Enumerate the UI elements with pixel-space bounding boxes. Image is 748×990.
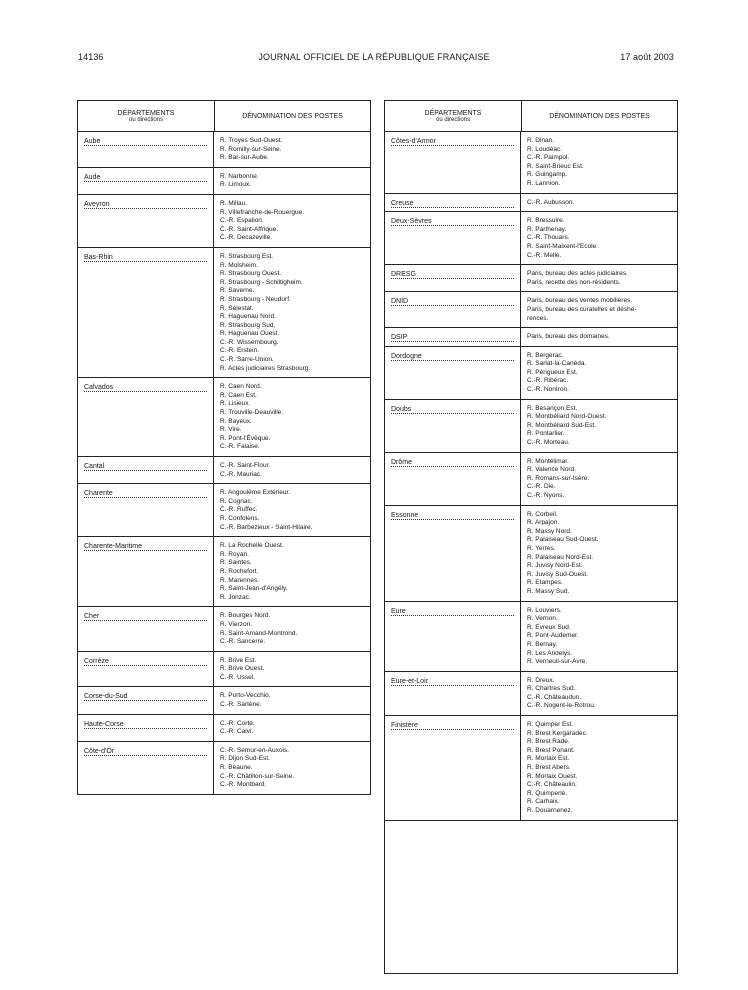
post-item: C.-R. Nyons. [527, 492, 565, 499]
post-item: R. Pont-Audemer. [527, 632, 579, 640]
department-cell [385, 292, 521, 327]
post-item: R. Saint-Maixent-l'Ecole. [527, 242, 598, 250]
department-name: Charente-Maritime [84, 543, 142, 551]
posts-cell [521, 194, 677, 212]
post-item: R. Bayeux. [220, 417, 252, 425]
table-row [385, 132, 677, 194]
post-item: C.-R. Ruffec. [220, 506, 258, 514]
post-item: R. Actes judiciaires Strasbourg. [220, 364, 311, 372]
post-item: R. Limoux. [220, 181, 252, 189]
post-item: Paris, bureau des actes judiciaires. [527, 270, 628, 278]
leader-dots [84, 261, 207, 262]
department-cell [78, 742, 214, 794]
post-item: R. Parthenay. [527, 225, 567, 233]
table-row [385, 194, 677, 213]
table-row [385, 716, 677, 821]
department-name: Deux-Sèvres [391, 218, 432, 226]
post-item: R. Yerres. [527, 544, 556, 552]
post-item: C.-R. Erstein. [220, 347, 260, 355]
leader-dots [391, 341, 514, 342]
posts-cell [521, 292, 677, 327]
post-item: R. Massy Nord. [527, 527, 572, 535]
left-table [77, 100, 371, 795]
table-row [78, 537, 370, 607]
post-item: R. Strasbourg - Schiltigheim. [220, 278, 303, 286]
posts-cell [521, 328, 677, 346]
department-cell [78, 715, 214, 741]
post-item: R. Quimper Est. [527, 721, 574, 729]
leader-dots [84, 145, 207, 146]
post-item: R. Troyes Sud-Ouest. [220, 137, 283, 144]
department-cell [78, 484, 214, 536]
post-item: R. Villefranche-de-Rouergue. [220, 208, 305, 216]
table-row [385, 672, 677, 716]
post-item: C.-R. Paimpol. [527, 154, 570, 162]
post-item: R. Confolens. [220, 514, 260, 522]
table-row [385, 292, 677, 328]
posts-cell [521, 132, 677, 193]
post-item: C.-R. Semur-en-Auxois. [220, 746, 289, 754]
post-item: C.-R. Aubusson. [527, 198, 575, 206]
post-item: R. Brest Abers. [527, 764, 571, 772]
department-name: DRESG [391, 271, 416, 279]
leader-dots [84, 700, 207, 701]
table-row [385, 506, 677, 602]
publication-date: 17 août 2003 [620, 52, 674, 62]
post-item: R. Caen Est. [220, 391, 257, 399]
post-item: R. Strasbourg Sud. [220, 321, 276, 329]
post-item: R. Angoulême Extérieur. [220, 489, 291, 497]
post-item: R. Cognac. [220, 497, 253, 505]
departments-header: DÉPARTEMENTS ou directions [78, 101, 215, 131]
department-name: Drôme [391, 458, 413, 466]
right-table-body [385, 132, 677, 821]
department-name: Bas-Rhin [84, 253, 113, 261]
post-item: R. Morlaix Est. [527, 755, 570, 763]
department-name: DNID [391, 298, 409, 306]
department-name: Aube [84, 138, 101, 145]
table-row [78, 248, 370, 378]
post-item: C.-R. Thouars. [527, 234, 570, 242]
leader-dots [84, 391, 207, 392]
post-item: R. Brive Est. [220, 656, 257, 664]
department-name: Corse-du-Sud [84, 693, 128, 701]
post-item: R. Romilly-sur-Seine. [220, 145, 282, 153]
department-cell [385, 132, 521, 193]
table-row [78, 132, 370, 168]
department-name: Doubs [391, 405, 412, 413]
post-item: R. Sélestat. [220, 304, 254, 312]
table-row [385, 602, 677, 672]
post-item: R. Brest Kergaradec. [527, 729, 588, 737]
post-item: R. Bergerac. [527, 351, 564, 359]
post-item: R. Strasbourg Ouest. [220, 270, 282, 278]
posts-cell [521, 400, 677, 452]
posts-cell [214, 742, 370, 794]
post-item: R. Louviers. [527, 606, 562, 614]
leader-dots [391, 729, 514, 730]
posts-cell [214, 484, 370, 536]
post-item: C.-R. Châteaulin. [527, 781, 577, 789]
post-item: R. Beaune. [220, 764, 253, 772]
post-item: R. Chartres Sud. [527, 685, 576, 693]
post-item: R. Saint-Amand-Montrond. [220, 629, 298, 637]
post-item: C.-R. Calvi. [220, 728, 254, 736]
post-item: C.-R. Die. [527, 483, 556, 491]
post-item: C.-R. Wissembourg. [220, 338, 279, 346]
table-row [78, 457, 370, 484]
post-item: rences. [527, 314, 549, 322]
post-item: R. Guingamp. [527, 171, 568, 179]
post-item: R. Dinan. [527, 137, 555, 144]
post-item: R. Strasbourg - Neudorf. [220, 295, 291, 303]
posts-cell [214, 537, 370, 606]
post-item: R. Vierzon. [220, 620, 253, 628]
post-item: R. Arpajon. [527, 519, 560, 527]
post-item: R. Palaiseau Sud-Ouest. [527, 536, 599, 544]
department-cell [78, 248, 214, 377]
table-row [385, 347, 677, 400]
post-item: C.-R. Espalion. [220, 217, 264, 225]
post-item: C.-R. Ribérac. [527, 377, 569, 385]
posts-cell [521, 672, 677, 715]
page-number: 14136 [78, 52, 104, 62]
posts-cell [521, 506, 677, 601]
department-cell [385, 506, 521, 601]
post-item: R. Caen Nord. [220, 383, 262, 391]
post-item: R. Pontarlier. [527, 430, 565, 438]
department-cell [385, 328, 521, 346]
department-name: Haute-Corse [84, 720, 124, 728]
post-item: C.-R. Sarre-Union. [220, 356, 274, 364]
department-cell [385, 672, 521, 715]
table-row [385, 328, 677, 347]
post-item: R. Vire. [220, 426, 242, 434]
post-item: R. Bernay. [527, 640, 558, 648]
posts-cell [521, 453, 677, 505]
posts-cell [214, 378, 370, 456]
posts-cell [214, 652, 370, 687]
department-cell [78, 195, 214, 247]
department-name: Corrèze [84, 657, 109, 665]
post-item: C.-R. Châtillon-sur-Seine. [220, 772, 295, 780]
table-row [385, 265, 677, 292]
right-table [384, 100, 678, 974]
departments-header: DÉPARTEMENTS ou directions [385, 101, 522, 131]
post-item: R. Dreux. [527, 676, 555, 684]
department-cell [78, 652, 214, 687]
post-item: R. Besançon Est. [527, 404, 578, 412]
post-item: R. Verneuil-sur-Avre. [527, 658, 588, 666]
post-item: R. Massy Sud. [527, 587, 570, 595]
post-item: R. Vernon. [527, 615, 558, 623]
table-row [78, 715, 370, 742]
post-item: R. Evreux Sud. [527, 623, 571, 631]
posts-header: DÉNOMINATION DES POSTES [549, 112, 650, 120]
post-item: R. Douarnenez. [527, 807, 573, 814]
table-row [385, 400, 677, 453]
post-item: R. Lannion. [527, 179, 561, 187]
posts-cell [521, 716, 677, 820]
department-cell [385, 716, 521, 820]
posts-header: DÉNOMINATION DES POSTES [242, 112, 343, 120]
post-item: Paris, bureau des curatelles et déshé- [527, 305, 637, 313]
journal-title: JOURNAL OFFICIEL DE LA RÉPUBLIQUE FRANÇAISE [258, 52, 490, 62]
post-item: R. Valence Nord. [527, 466, 577, 474]
posts-cell [214, 168, 370, 194]
department-name: Eure [391, 607, 406, 615]
post-item: Paris, bureau des domaines. [527, 333, 610, 341]
post-item: R. Brest Rade. [527, 738, 570, 746]
post-item: Paris, recette des non-résidents. [527, 278, 621, 286]
department-name: Côte-d'Or [84, 747, 115, 755]
department-cell [78, 132, 214, 167]
post-item: R. Carhaix. [527, 798, 560, 806]
post-item: R. Juvisy Sud-Ouest. [527, 570, 589, 578]
post-item: R. Montbéliard Sud-Est. [527, 421, 597, 429]
posts-cell [214, 195, 370, 247]
posts-cell [214, 715, 370, 741]
post-item: R. Saint-Jean-d'Angély. [220, 585, 288, 593]
department-cell [385, 602, 521, 671]
post-item: R. La Rochelle Ouest. [220, 542, 284, 550]
leader-dots [391, 225, 514, 226]
table-row [78, 652, 370, 688]
post-item: C.-R. Melle. [527, 251, 562, 259]
department-cell [78, 537, 214, 606]
post-item: R. Lisieux. [220, 400, 251, 408]
post-item: R. Saintes. [220, 559, 252, 567]
post-item: R. Montélimar. [527, 457, 569, 465]
post-item: C.-R. Sancerre. [220, 638, 266, 646]
posts-cell [214, 607, 370, 650]
post-item: R. Molsheim. [220, 261, 258, 269]
leader-dots [84, 620, 207, 621]
post-item: R. Marennes. [220, 576, 260, 584]
leader-dots [84, 208, 207, 209]
table-header [385, 101, 677, 132]
post-item: R. Sarlat-la-Canéda. [527, 360, 587, 368]
post-item: R. Porto-Vecchio. [220, 692, 271, 700]
table-header [78, 101, 370, 132]
post-item: R. Loudéac. [527, 145, 563, 153]
department-name: DSIP [391, 334, 408, 342]
post-item: C.-R. Ussel. [220, 673, 256, 681]
post-item: Paris, bureau des ventes mobilières. [527, 297, 633, 305]
table-row [78, 687, 370, 714]
post-item: R. Montbéliard Nord-Ouest. [527, 413, 607, 421]
post-item: R. Millau. [220, 199, 248, 207]
department-cell [385, 347, 521, 399]
leader-dots [84, 497, 207, 498]
post-item: C.-R. Morteau. [527, 439, 570, 447]
post-item: R. Quimperlé. [527, 789, 568, 797]
posts-cell [521, 602, 677, 671]
department-cell [78, 687, 214, 713]
leader-dots [84, 470, 207, 471]
post-item: R. Haguenau Nord. [220, 313, 277, 321]
post-item: C.-R. Saint-Flour. [220, 462, 271, 469]
department-cell [385, 194, 521, 212]
department-name: Charente [84, 490, 113, 498]
department-cell [385, 453, 521, 505]
department-cell [78, 457, 214, 483]
department-name: Cher [84, 613, 100, 621]
post-item: R. Corbeil. [527, 510, 558, 518]
department-name: Aveyron [84, 200, 110, 208]
table-row [385, 212, 677, 265]
posts-cell [521, 265, 677, 291]
posts-cell [214, 457, 370, 483]
department-cell [385, 265, 521, 291]
table-row [385, 453, 677, 506]
post-item: C.-R. Saint-Affrique. [220, 225, 279, 233]
leader-dots [391, 278, 514, 279]
leader-dots [391, 615, 514, 616]
table-row [78, 484, 370, 537]
post-item: R. Les Andelys. [527, 649, 573, 657]
posts-cell [214, 248, 370, 377]
post-item: C.-R. Nontron. [527, 386, 569, 394]
post-item: R. Bressuire. [527, 217, 565, 225]
table-row [78, 607, 370, 651]
post-item: R. Bar-sur-Aube. [220, 154, 269, 162]
post-item: R. Narbonne. [220, 172, 259, 180]
department-name: Essonne [391, 511, 419, 519]
post-item: R. Royan. [220, 550, 249, 558]
table-row [78, 742, 370, 795]
post-item: R. Saverne. [220, 287, 255, 295]
post-item: C.-R. Nogent-le-Rotrou. [527, 702, 596, 710]
posts-cell [521, 212, 677, 264]
post-item: R. Palaiseau Nord-Est. [527, 553, 594, 561]
table-row [78, 378, 370, 457]
post-item: R. Trouville-Deauville. [220, 409, 284, 417]
department-name: Aude [84, 173, 101, 181]
department-name: Cantal [84, 463, 105, 470]
leader-dots [391, 145, 514, 146]
post-item: C.-R. Montbard. [220, 781, 267, 789]
table-row [78, 195, 370, 248]
post-item: C.-R. Corte. [220, 719, 255, 727]
department-name: Creuse [391, 199, 414, 207]
post-item: R. Saint-Brieuc Est. [527, 162, 584, 170]
department-name: Côtes-d'Armor [391, 138, 436, 145]
post-item: R. Juvisy Nord-Est. [527, 562, 583, 570]
post-item: R. Dijon Sud-Est. [220, 755, 270, 763]
post-item: R. Rochefort. [220, 567, 259, 575]
post-item: C.-R. Barbezieux - Saint-Hilaire. [220, 523, 313, 531]
posts-cell [214, 132, 370, 167]
table-row [78, 168, 370, 195]
leader-dots [391, 305, 514, 306]
post-item: R. Jonzac. [220, 593, 251, 601]
post-item: R. Brive Ouest. [220, 665, 265, 673]
department-cell [78, 168, 214, 194]
post-item: R. Périgueux Est. [527, 368, 578, 376]
post-item: R. Bourges Nord. [220, 612, 271, 620]
post-item: R. Brest Ponant. [527, 746, 575, 754]
post-item: C.-R. Falaise. [220, 443, 260, 451]
post-item: C.-R. Sartène. [220, 701, 262, 709]
post-item: C.-R. Mauriac. [220, 470, 262, 478]
post-item: R. Morlaix Ouest. [527, 772, 578, 780]
department-cell [78, 378, 214, 456]
department-name: Finistère [391, 722, 418, 730]
leader-dots [84, 550, 207, 551]
post-item: R. Haguenau Ouest. [220, 330, 280, 338]
posts-cell [214, 687, 370, 713]
post-item: C.-R. Châteaudun. [527, 693, 582, 701]
leader-dots [84, 181, 207, 182]
post-item: C.-R. Decazeville. [220, 234, 273, 242]
department-cell [385, 212, 521, 264]
department-cell [385, 400, 521, 452]
department-name: Eure-et-Loir [391, 677, 428, 685]
posts-cell [521, 347, 677, 399]
department-name: Dordogne [391, 352, 422, 360]
department-name: Calvados [84, 384, 114, 392]
department-cell [78, 607, 214, 650]
post-item: R. Pont-l'Évêque. [220, 434, 271, 442]
left-table-body [78, 132, 370, 795]
post-item: R. Romans-sur-Isère. [527, 474, 590, 482]
post-item: R. Strasbourg Est. [220, 252, 274, 260]
post-item: R. Etampes. [527, 579, 563, 587]
